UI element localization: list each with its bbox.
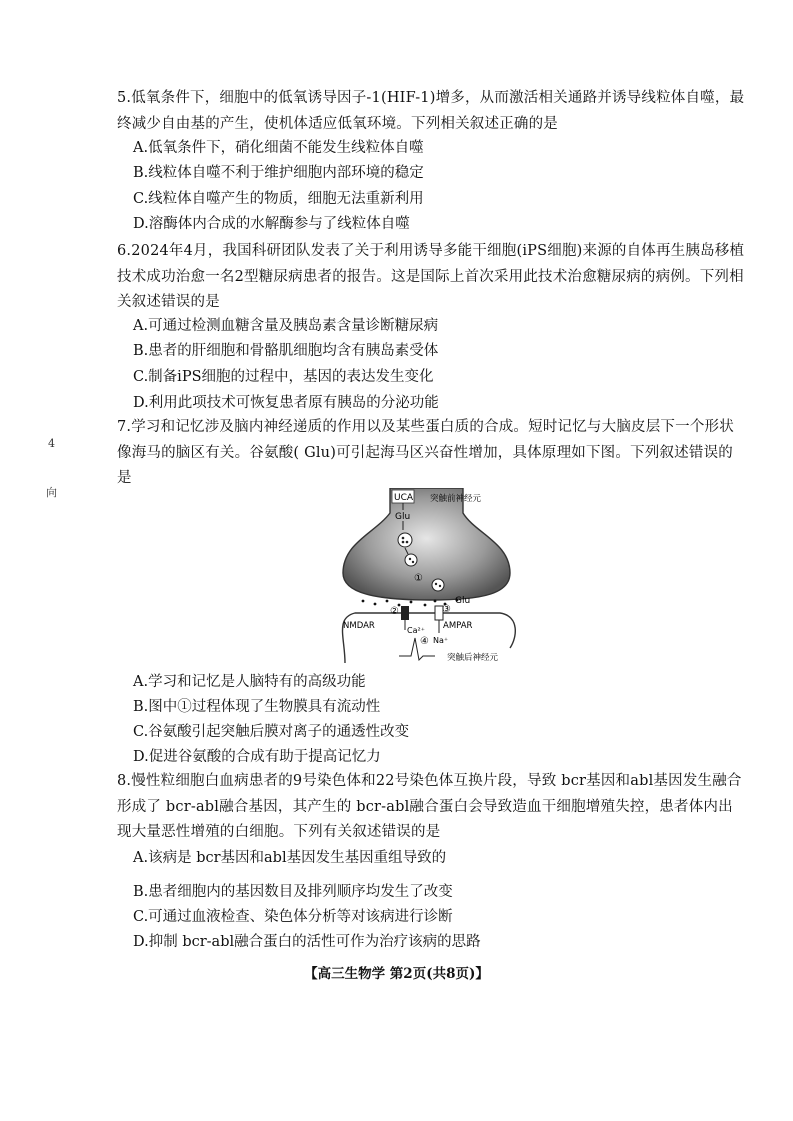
vesicle-1 bbox=[398, 533, 412, 547]
margin-note-bottom: 向 bbox=[46, 486, 57, 499]
ca-label: Ca²⁺ bbox=[407, 626, 425, 635]
ampar-label: AMPAR bbox=[443, 621, 473, 631]
question-5-option-b: B.线粒体自噬不利于维护细胞内部环境的稳定 bbox=[133, 165, 424, 181]
presynaptic-label: 突触前神经元 bbox=[430, 494, 482, 504]
question-6-stem: 6.2024年4月，我国科研团队发表了关于利用诱导多能干细胞(iPS细胞)来源的自体再生胰岛移植技术成功治愈一名2型糖尿病患者的报告。这是国际上首次采用此技术治愈糖尿病的病例。下列相关叙述错误的是 bbox=[117, 243, 745, 310]
question-5-stem: 5.低氧条件下，细胞中的低氧诱导因子-1(HIF-1)增多，从而激活相关通路并诱导线粒体自噬，最终减少自由基的产生，使机体适应低氧环境。下列相关叙述正确的是 bbox=[117, 90, 745, 132]
question-8-option-c: C.可通过血液检查、染色体分析等对该病进行诊断 bbox=[133, 909, 453, 925]
step1-label: ① bbox=[414, 573, 423, 584]
question-6-option-b: B.患者的肝细胞和骨骼肌细胞均含有胰岛素受体 bbox=[133, 343, 439, 359]
margin-note-top: 4 bbox=[48, 437, 55, 450]
page-footer: 【高三生物学 第2页(共8页)】 bbox=[304, 966, 489, 982]
glu-top-label: Glu bbox=[395, 512, 411, 522]
question-7-option-d: D.促进谷氨酸的合成有助于提高记忆力 bbox=[133, 749, 381, 765]
question-7-option-a: A.学习和记忆是人脑特有的高级功能 bbox=[133, 674, 366, 690]
vesicle-2 bbox=[405, 554, 417, 566]
question-7-stem: 7.学习和记忆涉及脑内神经递质的作用以及某些蛋白质的合成。短时记忆与大脑皮层下一个形状像海马的脑区有关。谷氨酸( Glu)可引起海马区兴奋性增加，具体原理如下图。下列叙述错误的是 bbox=[117, 419, 734, 486]
question-6-option-d: D.利用此项技术可恢复患者原有胰岛的分泌功能 bbox=[133, 395, 439, 411]
postsynaptic-label: 突触后神经元 bbox=[447, 653, 499, 663]
question-8-option-d: D.抑制 bcr-abl融合蛋白的活性可作为治疗该病的思路 bbox=[133, 934, 481, 950]
question-5-option-d: D.溶酶体内合成的水解酶参与了线粒体自噬 bbox=[133, 216, 410, 232]
question-8-option-b: B.患者细胞内的基因数目及排列顺序均发生了改变 bbox=[133, 884, 453, 900]
step4-label: ④ bbox=[420, 636, 429, 647]
question-6-option-c: C.制备iPS细胞的过程中，基因的表达发生变化 bbox=[133, 369, 434, 385]
question-5-option-a: A.低氧条件下，硝化细菌不能发生线粒体自噬 bbox=[133, 140, 424, 156]
question-5-option-c: C.线粒体自噬产生的物质，细胞无法重新利用 bbox=[133, 191, 424, 207]
na-label: Na⁺ bbox=[433, 636, 449, 645]
question-8-option-a: A.该病是 bcr基因和abl基因发生基因重组导致的 bbox=[133, 850, 447, 866]
glu-side-label: Glu bbox=[455, 596, 471, 606]
vesicle-3 bbox=[432, 579, 444, 591]
action-potential bbox=[399, 638, 435, 660]
step2-label: ② bbox=[390, 606, 399, 617]
synapse-diagram bbox=[335, 488, 525, 668]
uca-label: UCA bbox=[394, 493, 414, 503]
question-8-stem: 8.慢性粒细胞白血病患者的9号染色体和22号染色体互换片段，导致 bcr基因和abl基因发生融合形成了 bcr-abl融合基因，其产生的 bcr-abl融合蛋白会导致造血干细胞增殖失控，患者体内出现大量恶性增殖的白细胞。下列有关叙述错误的是 bbox=[117, 773, 742, 840]
nmdar-channel bbox=[401, 606, 409, 620]
step3-label: ③ bbox=[442, 604, 451, 615]
question-6-option-a: A.可通过检测血糖含量及胰岛素含量诊断糖尿病 bbox=[133, 318, 439, 334]
presynaptic-terminal bbox=[343, 488, 510, 600]
nmdar-label: NMDAR bbox=[343, 621, 375, 631]
question-7-option-c: C.谷氨酸引起突触后膜对离子的通透性改变 bbox=[133, 724, 410, 740]
question-7-option-b: B.图中①过程体现了生物膜具有流动性 bbox=[133, 699, 381, 715]
